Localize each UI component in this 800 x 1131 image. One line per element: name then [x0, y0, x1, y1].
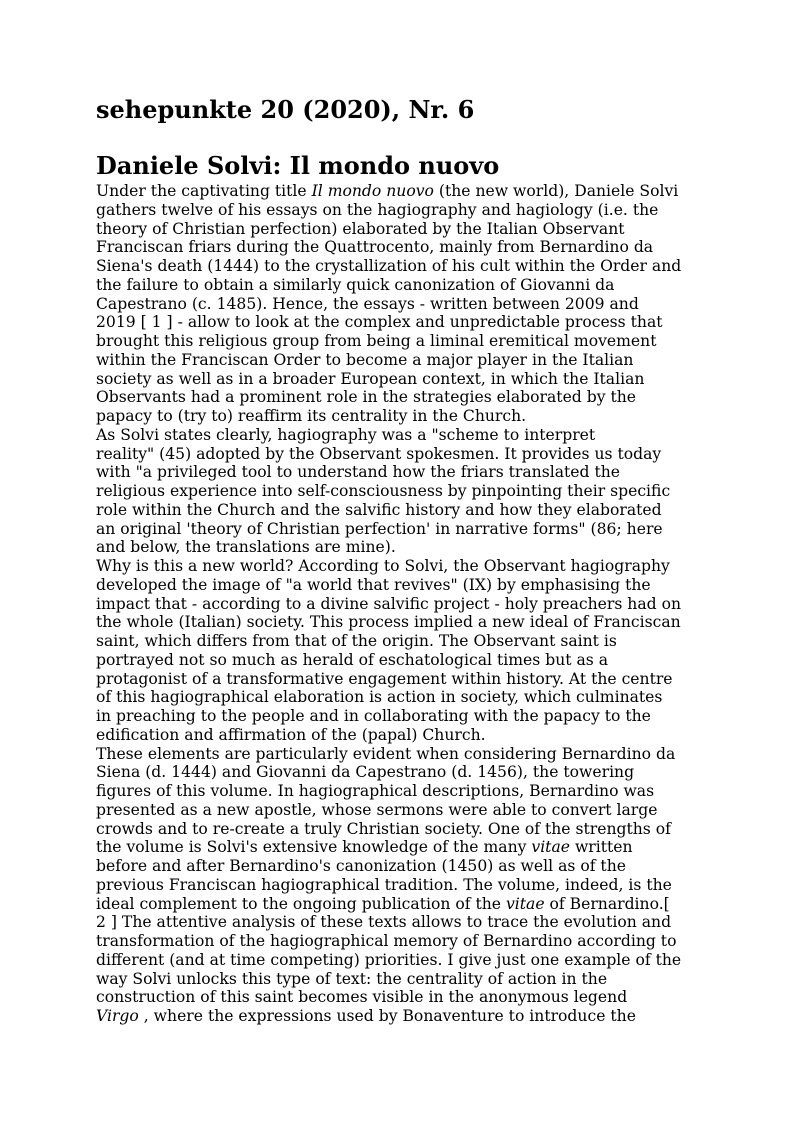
text-run: presented as a new apostle, whose sermons were able to convert large [96, 800, 658, 819]
text-line [96, 220, 716, 239]
text-run: transformation of the hagiographical memory of Bernardino according to [96, 932, 677, 950]
text-line [96, 913, 716, 932]
text-line [96, 520, 716, 539]
text-run: , where the expressions used by Bonaventure to introduce the [138, 1007, 636, 1025]
text-run: written [569, 838, 633, 857]
text-run: way Solvi unlocks this type of text: the centrality of action in the [96, 969, 608, 988]
text-run: an original 'theory of Christian perfection' in narrative forms" (86; here [96, 519, 663, 538]
text-run: construction of this saint becomes visible in the anonymous legend [96, 988, 628, 1007]
text-line [96, 257, 716, 276]
text-run: 2 ] The attentive analysis of these texts allows to trace the evolution and [96, 913, 672, 932]
text-run: (the new world), Daniele Solvi [433, 182, 679, 200]
text-run: of Bernardino.[ [544, 894, 670, 913]
text-run: of this hagiographical elaboration is action in society, which culminates [96, 688, 663, 707]
text-run: ideal complement to the ongoing publication of the [96, 894, 506, 913]
paragraph [96, 426, 716, 557]
paragraph [96, 745, 716, 1026]
text-line [96, 501, 716, 520]
journal-title: sehepunkte 20 (2020), Nr. 6 [96, 95, 475, 124]
text-run: developed the image of "a world that revives" (IX) by emphasising the [96, 575, 651, 594]
document-page [96, 96, 716, 1026]
text-line [96, 1007, 716, 1026]
text-run: impact that - according to a divine salvific project - holy preachers had on [96, 594, 682, 613]
text-line [96, 407, 716, 426]
text-line [96, 445, 716, 464]
article-body [96, 182, 716, 1026]
text-run: role within the Church and the salvific history and how they elaborated [96, 500, 662, 519]
text-line [96, 763, 716, 782]
text-line [96, 276, 716, 295]
italic-title: Il mondo nuovo [311, 182, 434, 200]
text-line [96, 426, 716, 445]
text-line [96, 951, 716, 970]
paragraph [96, 557, 716, 745]
italic-title: vitae [531, 838, 570, 857]
text-line [96, 538, 716, 557]
text-line [96, 632, 716, 651]
text-line [96, 613, 716, 632]
text-run: Under the captivating title [96, 182, 312, 200]
text-run: different (and at time competing) priorities. I give just one example of the [96, 950, 682, 969]
text-run: papacy to (try to) reaffirm its centrality in the Church. [96, 407, 527, 425]
text-line [96, 651, 716, 670]
text-line [96, 388, 716, 407]
text-run: figures of this volume. In hagiographical descriptions, Bernardino was [96, 782, 655, 800]
text-run: Why is this a new world? According to Solvi, the Observant hagiography [96, 557, 670, 575]
text-line [96, 313, 716, 332]
text-run: theory of Christian perfection) elaborated by the Italian Observant [96, 219, 625, 238]
text-line [96, 295, 716, 314]
text-line [96, 351, 716, 370]
text-line [96, 970, 716, 989]
text-run: gathers twelve of his essays on the hagiography and hagiology (i.e. the [96, 200, 659, 219]
text-run: the whole (Italian) society. This process implied a new ideal of Franciscan [96, 613, 681, 632]
text-line [96, 688, 716, 707]
article-title: Daniele Solvi: Il mondo nuovo [96, 151, 500, 180]
text-run: society as well as in a broader European context, in which the Italian [96, 369, 645, 388]
text-line [96, 782, 716, 801]
text-run: in preaching to the people and in collaborating with the papacy to the [96, 707, 651, 725]
text-run: edification and affirmation of the (papal) Church. [96, 725, 486, 744]
text-run: protagonist of a transformative engagement within history. At the centre [96, 669, 673, 688]
text-line [96, 801, 716, 820]
text-run: Observants had a prominent role in the strategies elaborated by the [96, 388, 637, 407]
italic-title: Virgo [96, 1007, 139, 1025]
text-run: Capestrano (c. 1485). Hence, the essays - written between 2009 and [96, 294, 639, 313]
text-run: and below, the translations are mine). [96, 538, 396, 557]
text-line [96, 745, 716, 764]
text-run: the volume is Solvi's extensive knowledge of the many [96, 838, 532, 857]
text-run: Siena (d. 1444) and Giovanni da Capestrano (d. 1456), the towering [96, 763, 635, 782]
text-run: brought this religious group from being a liminal eremitical movement [96, 332, 657, 350]
text-run: These elements are particularly evident when considering Bernardino da [96, 744, 676, 763]
text-run: reality" (45) adopted by the Observant spokesmen. It provides us today [96, 444, 662, 463]
text-run: within the Franciscan Order to become a major player in the Italian [96, 350, 634, 369]
text-line [96, 988, 716, 1007]
text-line [96, 182, 716, 201]
text-line [96, 857, 716, 876]
text-line [96, 332, 716, 351]
text-run: Siena's death (1444) to the crystallization of his cult within the Order and [96, 257, 682, 275]
text-run: before and after Bernardino's canonization (1450) as well as of the [96, 857, 626, 875]
text-line [96, 820, 716, 839]
text-line [96, 576, 716, 595]
text-run: 2019 [ 1 ] - allow to look at the complex and unpredictable process that [96, 313, 663, 332]
text-line [96, 238, 716, 257]
text-run: the failure to obtain a similarly quick canonization of Giovanni da [96, 275, 615, 294]
text-line [96, 595, 716, 614]
text-run: crowds and to re-create a truly Christian society. One of the strengths of [96, 819, 671, 838]
paragraph [96, 182, 716, 426]
text-line [96, 707, 716, 726]
text-line [96, 670, 716, 689]
text-run: religious experience into self-consciousness by pinpointing their specific [96, 482, 671, 500]
text-line [96, 482, 716, 501]
text-line [96, 557, 716, 576]
italic-title: vitae [505, 894, 545, 913]
text-line [96, 463, 716, 482]
text-line [96, 201, 716, 220]
text-run: with "a privileged tool to understand how the friars translated the [96, 463, 620, 482]
text-run: saint, which differs from that of the origin. The Observant saint is [96, 632, 617, 650]
text-line [96, 838, 716, 857]
text-line [96, 932, 716, 951]
text-line [96, 726, 716, 745]
text-line [96, 895, 716, 914]
text-run: portrayed not so much as herald of eschatological times but as a [96, 650, 609, 669]
text-run: As Solvi states clearly, hagiography was a "scheme to interpret [96, 425, 596, 444]
text-line [96, 370, 716, 389]
text-run: Franciscan friars during the Quattrocento, mainly from Bernardino da [96, 238, 654, 257]
text-line [96, 876, 716, 895]
text-run: previous Franciscan hagiographical tradition. The volume, indeed, is the [96, 875, 672, 894]
